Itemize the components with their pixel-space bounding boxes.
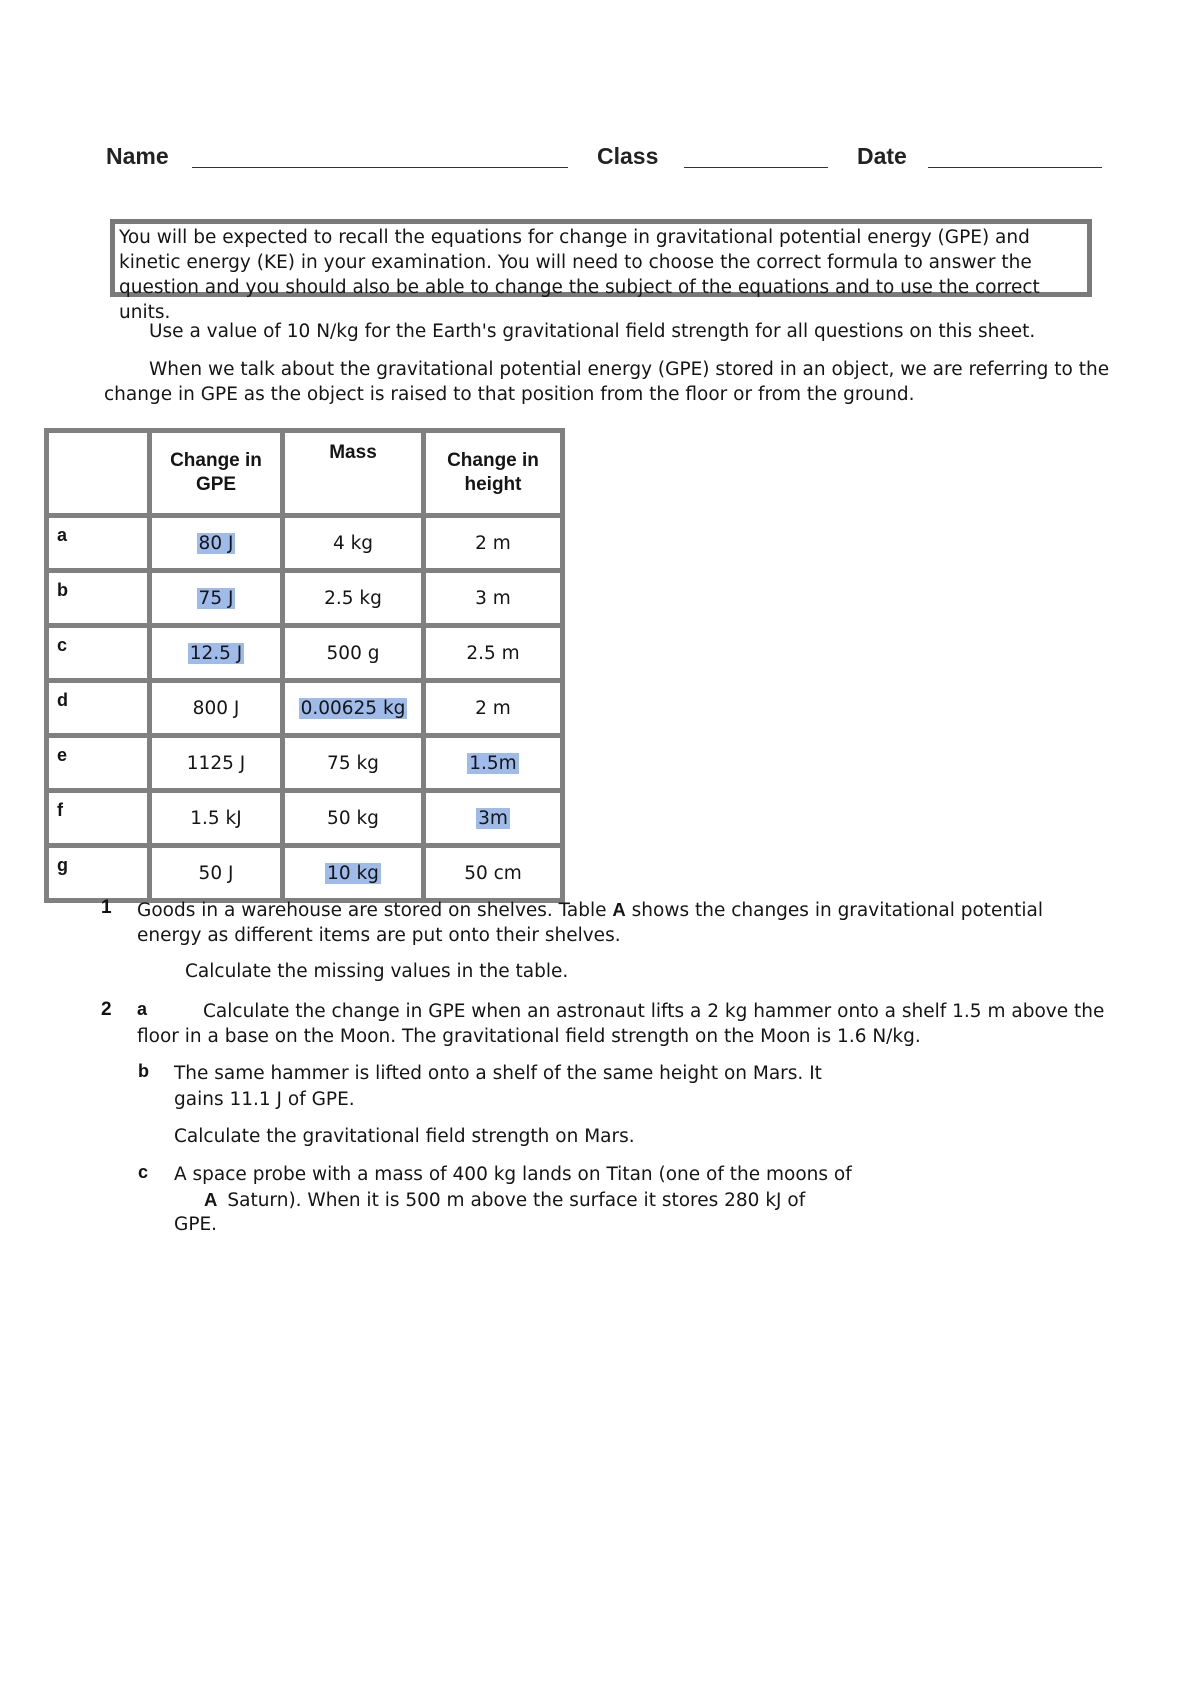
height-value: 2 m xyxy=(475,532,511,554)
mass-answer: 10 kg xyxy=(327,862,379,884)
class-label: Class xyxy=(597,143,659,169)
question-2a-label: a xyxy=(137,999,148,1019)
row-label: c xyxy=(47,626,150,681)
height-cell xyxy=(424,571,563,626)
height-cell[interactable] xyxy=(424,791,563,846)
gpe-answer: 75 J xyxy=(198,587,234,609)
question-2b-instruction: Calculate the gravitational field strength on Mars. xyxy=(174,1126,635,1147)
header-label-cell xyxy=(47,431,150,516)
mass-value: 50 kg xyxy=(327,807,379,829)
question-2c-line2-text: Saturn). When it is 500 m above the surface it stores 280 kJ of xyxy=(227,1190,806,1211)
question-1-line1 xyxy=(137,897,1043,923)
gpe-cell xyxy=(150,846,283,901)
gpe-explanation-line2: change in GPE as the object is raised to that position from the floor or from the ground. xyxy=(104,384,915,405)
mass-cell xyxy=(283,626,424,681)
question-2b-line2: gains 11.1 J of GPE. xyxy=(174,1089,355,1110)
header-height-line1: Change in xyxy=(447,450,539,471)
header-gpe-line2: GPE xyxy=(195,474,237,495)
gpe-value: 1.5 kJ xyxy=(190,807,242,829)
gpe-cell[interactable] xyxy=(150,626,283,681)
mass-cell xyxy=(283,791,424,846)
mass-cell xyxy=(283,736,424,791)
class-blank-line[interactable] xyxy=(684,167,828,168)
mass-answer: 0.00625 kg xyxy=(300,697,406,719)
exam-note-box xyxy=(110,219,1092,323)
question-2c-line3: GPE. xyxy=(174,1214,218,1235)
table-header-row xyxy=(47,431,563,516)
exam-note-text: You will be expected to recall the equations for change in gravitational potential energy (GPE) and kinetic energy (KE) in your examination. You will need to choose the correct formula to answer the question and you should also be able to change the subject of the equations and to use the correct units. xyxy=(119,227,1040,323)
gpe-value: 50 J xyxy=(198,862,234,884)
table-row xyxy=(47,846,563,901)
height-cell[interactable] xyxy=(424,736,563,791)
table-row xyxy=(47,736,563,791)
question-1-instruction: Calculate the missing values in the table. xyxy=(185,961,569,982)
height-value: 2.5 m xyxy=(466,642,520,664)
gpe-answer: 12.5 J xyxy=(189,642,243,664)
gpe-cell xyxy=(150,791,283,846)
table-row xyxy=(47,681,563,736)
mass-cell xyxy=(283,571,424,626)
row-label: g xyxy=(47,846,150,901)
header-gpe-line1: Change in xyxy=(170,450,262,471)
height-value: 2 m xyxy=(475,697,511,719)
name-label: Name xyxy=(106,143,169,169)
gpe-table xyxy=(44,428,565,903)
question-2a-line1: Calculate the change in GPE when an astronaut lifts a 2 kg hammer onto a shelf 1.5 m above the xyxy=(203,1001,1105,1022)
gpe-explanation-line1: When we talk about the gravitational potential energy (GPE) stored in an object, we are referring to the xyxy=(149,359,1110,380)
question-2a-line2: floor in a base on the Moon. The gravitational field strength on the Moon is 1.6 N/kg. xyxy=(137,1026,921,1047)
mass-cell xyxy=(283,516,424,571)
row-label: a xyxy=(47,516,150,571)
height-value: 3 m xyxy=(475,587,511,609)
table-row xyxy=(47,791,563,846)
gpe-cell xyxy=(150,736,283,791)
mass-value: 500 g xyxy=(326,642,380,664)
gpe-cell[interactable] xyxy=(150,571,283,626)
header-mass xyxy=(283,431,424,516)
gpe-value: 800 J xyxy=(192,697,240,719)
height-cell xyxy=(424,846,563,901)
question-1-line2: energy as different items are put onto their shelves. xyxy=(137,925,621,946)
date-blank-line[interactable] xyxy=(928,167,1102,168)
table-row xyxy=(47,516,563,571)
mass-cell[interactable] xyxy=(283,846,424,901)
height-cell xyxy=(424,681,563,736)
height-answer: 3m xyxy=(478,807,508,829)
table-row xyxy=(47,571,563,626)
gpe-cell xyxy=(150,681,283,736)
height-cell xyxy=(424,626,563,681)
mass-cell[interactable] xyxy=(283,681,424,736)
gpe-answer: 80 J xyxy=(198,532,234,554)
row-label: b xyxy=(47,571,150,626)
field-strength-instruction: Use a value of 10 N/kg for the Earth's gravitational field strength for all questions on this sheet. xyxy=(149,321,1036,342)
height-answer: 1.5m xyxy=(469,752,517,774)
gpe-cell[interactable] xyxy=(150,516,283,571)
question-1-text-post: shows the changes in gravitational potential xyxy=(625,900,1044,921)
row-label: f xyxy=(47,791,150,846)
question-1-number: 1 xyxy=(101,897,112,918)
row-label: d xyxy=(47,681,150,736)
question-2b-line1: The same hammer is lifted onto a shelf of the same height on Mars. It xyxy=(174,1063,822,1084)
question-2b-label: b xyxy=(138,1061,149,1081)
mass-value: 4 kg xyxy=(332,532,374,554)
header-mass-text: Mass xyxy=(329,442,377,463)
mass-value: 75 kg xyxy=(327,752,379,774)
mass-value: 2.5 kg xyxy=(324,587,382,609)
gpe-value: 1125 J xyxy=(186,752,246,774)
question-1-text-pre: Goods in a warehouse are stored on shelves. Table xyxy=(137,900,613,921)
question-2c-label: c xyxy=(138,1162,149,1182)
header-change-in-height xyxy=(424,431,563,516)
table-a-ref: A xyxy=(612,899,626,920)
height-value: 50 cm xyxy=(464,862,522,884)
question-2-number: 2 xyxy=(101,999,112,1020)
name-blank-line[interactable] xyxy=(192,167,568,168)
question-2c-table-ref: A xyxy=(204,1189,218,1210)
table-row xyxy=(47,626,563,681)
date-label: Date xyxy=(857,143,907,169)
question-2c-line2 xyxy=(174,1187,805,1213)
row-label: e xyxy=(47,736,150,791)
header-height-line2: height xyxy=(464,474,522,495)
header-change-in-gpe xyxy=(150,431,283,516)
height-cell xyxy=(424,516,563,571)
question-2c-line1: A space probe with a mass of 400 kg lands on Titan (one of the moons of xyxy=(174,1164,852,1185)
